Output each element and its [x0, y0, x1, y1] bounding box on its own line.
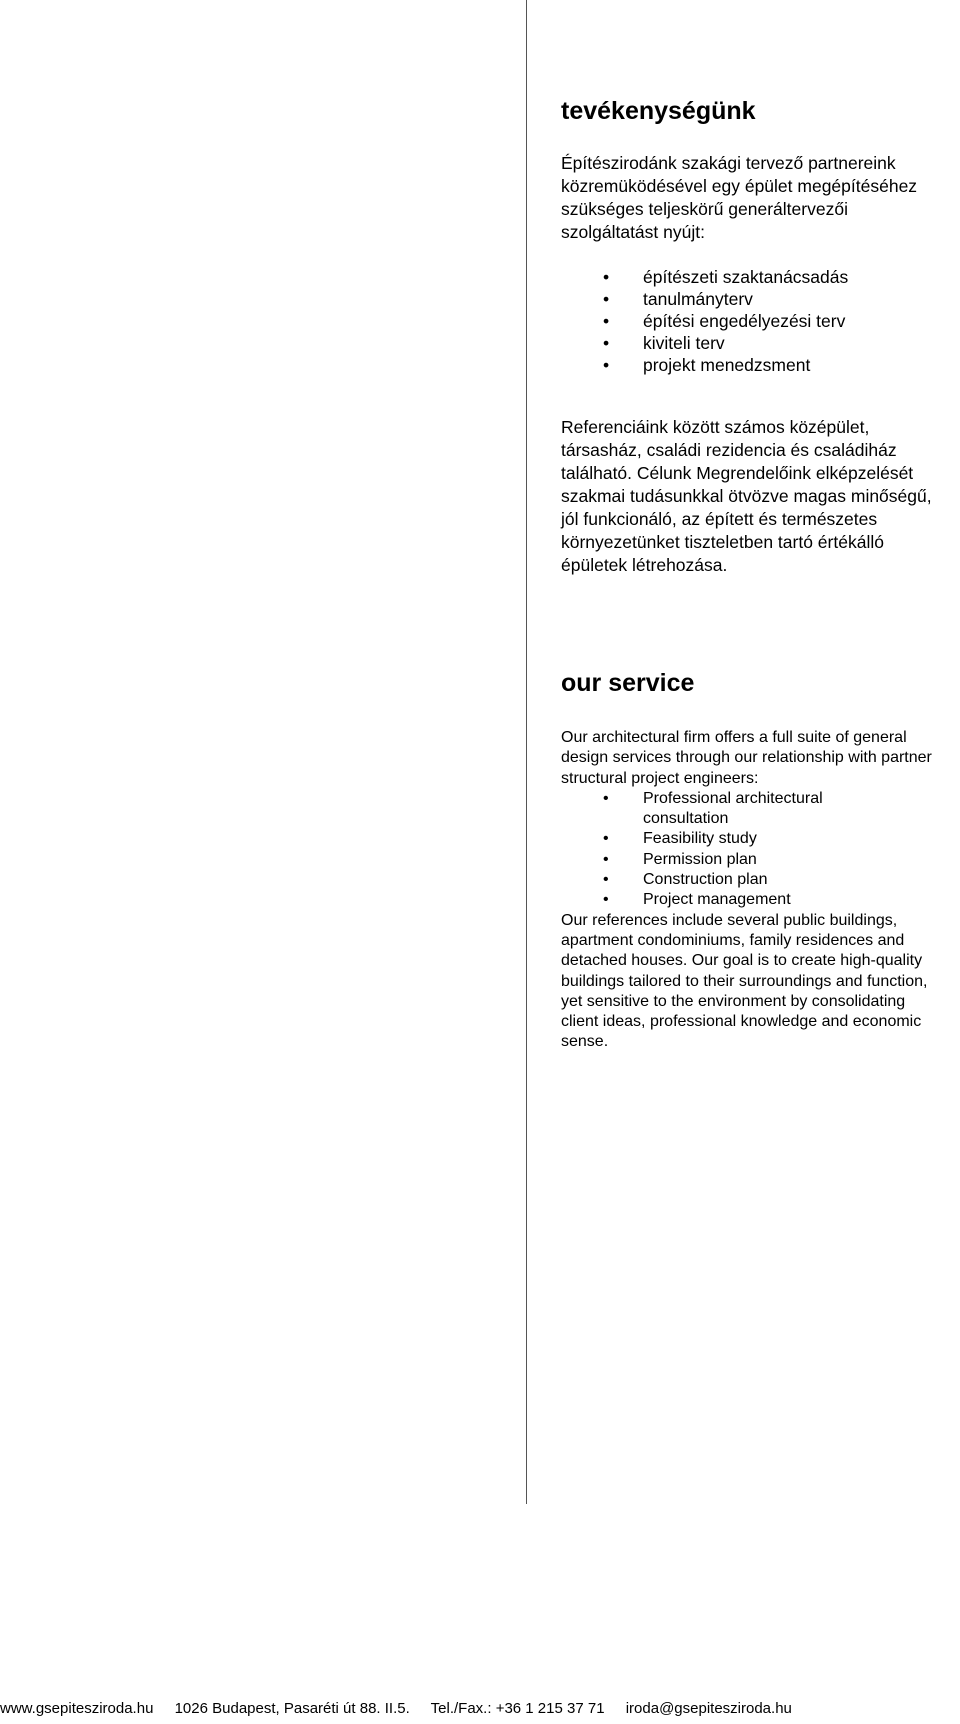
footer-phone: Tel./Fax.: +36 1 215 37 71: [430, 1700, 605, 1717]
list-item: • Permission plan: [561, 850, 843, 870]
list-item: • tanulmányterv: [561, 288, 941, 310]
footer-website-link[interactable]: www.gsepiteszirodа.hu: [0, 1700, 154, 1717]
hungarian-heading: tevékenységünk: [561, 97, 756, 125]
hungarian-section: [561, 96, 941, 577]
list-item: • Construction plan: [561, 870, 843, 890]
english-body-paragraph: Our references include several public buildings, apartment condominiums, family residences and detached houses. Our goal is to create high-quality buildings tailored to their surroundings and function, yet sensitive to the environment by consolidating client ideas, professional knowledge and economic sense.: [561, 911, 928, 1051]
list-item: • projekt menedzsment: [561, 354, 941, 376]
list-item: • építési engedélyezési terv: [561, 310, 941, 332]
list-item: • Project management: [561, 890, 843, 910]
footer-contact-line: [0, 1700, 960, 1718]
english-intro: Our architectural firm offers a full suite of general design services through our relationship with partner structural project engineers:: [561, 729, 932, 787]
english-heading: our service: [561, 669, 695, 697]
hungarian-intro: Építészirodánk szakági tervező partnereink közremüködésével egy épület megépítéséhez szükséges teljeskörű generáltervezői szolgáltatást nyújt:: [561, 153, 918, 242]
footer-address: 1026 Budapest, Pasaréti út 88. II.5.: [174, 1700, 410, 1717]
list-item: • Feasibility study: [561, 829, 843, 849]
english-service-list: [561, 789, 941, 911]
footer-email-link[interactable]: iroda@gsepiteszirodа.hu: [625, 1700, 792, 1717]
hungarian-body-paragraph: Referenciáink között számos középület, társasház, családi rezidencia és családiház található. Célunk Megrendelőink elképzelését szakmai tudásunkkal ötvözve magas minőségű, jól funkcionáló, az épített és természetes környezetünket tiszteletben tartó értékálló épületek létrehozása.: [561, 417, 932, 575]
vertical-divider-line: [526, 0, 527, 1504]
hungarian-service-list: [561, 266, 941, 376]
list-item: • Professional architectural consultation: [561, 789, 843, 830]
english-section: [561, 668, 941, 1053]
list-item: • építészeti szaktanácsadás: [561, 266, 941, 288]
list-item: • kiviteli terv: [561, 332, 941, 354]
